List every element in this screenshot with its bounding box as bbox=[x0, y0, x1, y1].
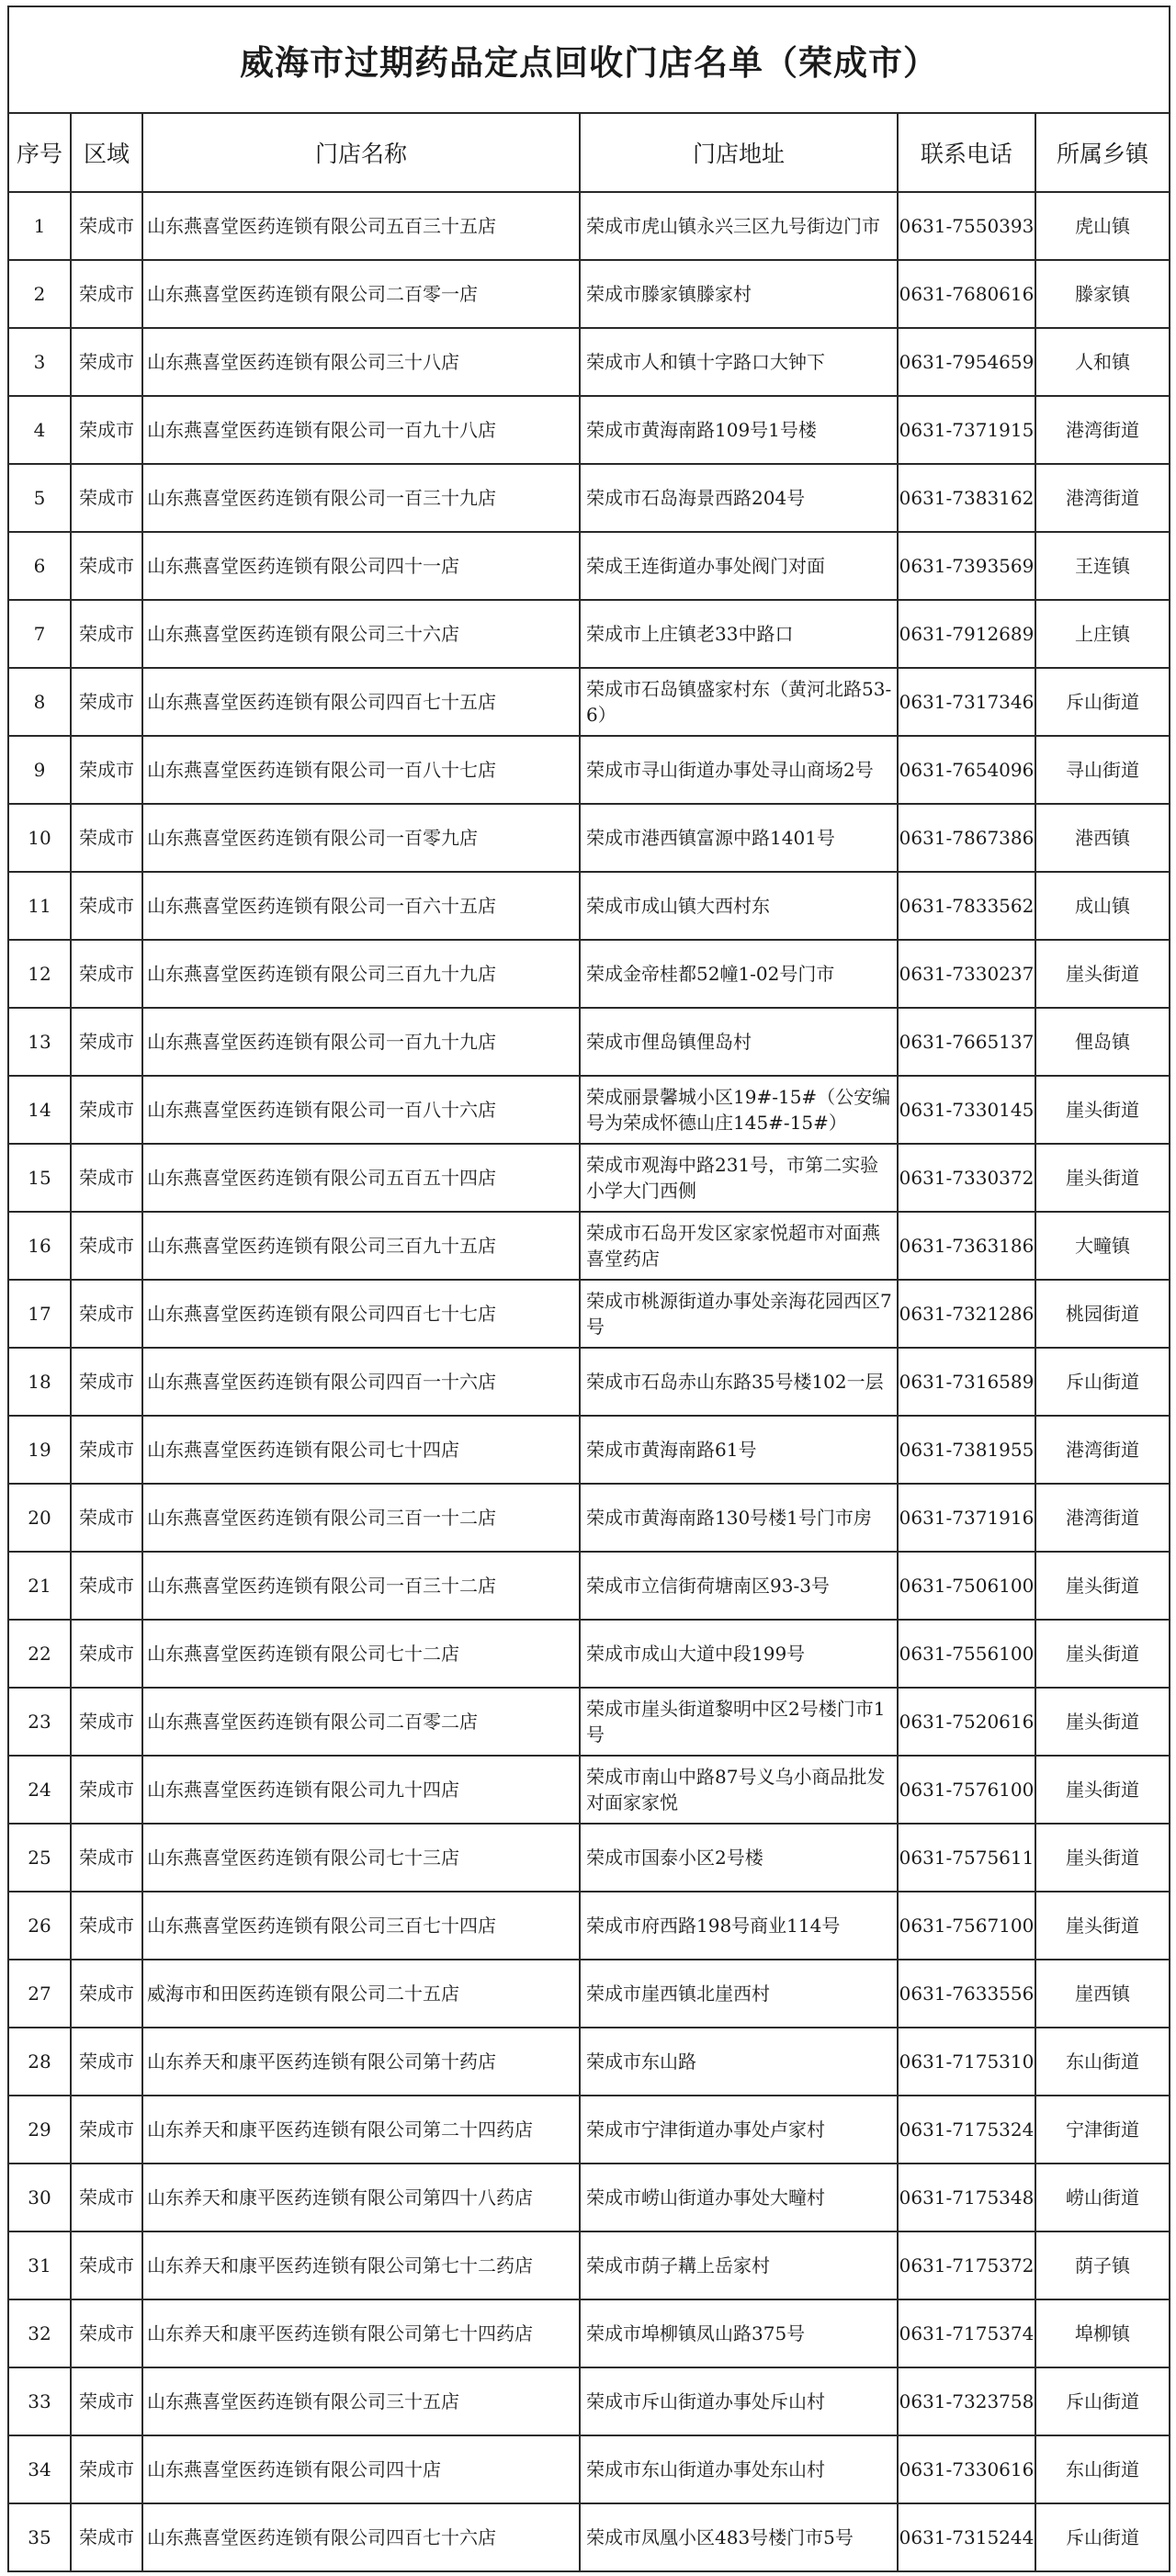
cell-area: 荣成市 bbox=[71, 2435, 142, 2503]
cell-town: 崖头街道 bbox=[1035, 1756, 1170, 1824]
cell-idx: 9 bbox=[8, 736, 71, 804]
cell-store-name: 山东燕喜堂医药连锁有限公司五百三十五店 bbox=[142, 192, 580, 260]
cell-store-address: 荣成市凤凰小区483号楼门市5号 bbox=[580, 2503, 898, 2571]
cell-store-name: 山东燕喜堂医药连锁有限公司三百九十九店 bbox=[142, 940, 580, 1008]
cell-idx: 20 bbox=[8, 1484, 71, 1552]
cell-phone: 0631-7175372 bbox=[898, 2231, 1035, 2299]
cell-store-address: 荣成金帝桂都52幢1-02号门市 bbox=[580, 940, 898, 1008]
cell-phone: 0631-7330372 bbox=[898, 1144, 1035, 1212]
cell-phone: 0631-7393569 bbox=[898, 532, 1035, 600]
cell-store-address: 荣成市黄海南路61号 bbox=[580, 1416, 898, 1484]
cell-idx: 13 bbox=[8, 1008, 71, 1076]
cell-idx: 5 bbox=[8, 464, 71, 532]
header-idx: 序号 bbox=[8, 113, 71, 192]
cell-idx: 10 bbox=[8, 804, 71, 872]
cell-idx: 2 bbox=[8, 260, 71, 328]
table-row bbox=[8, 1688, 1170, 1756]
cell-idx: 15 bbox=[8, 1144, 71, 1212]
table-row bbox=[8, 2231, 1170, 2299]
cell-area: 荣成市 bbox=[71, 192, 142, 260]
cell-idx: 22 bbox=[8, 1620, 71, 1688]
cell-idx: 33 bbox=[8, 2367, 71, 2435]
header-town: 所属乡镇 bbox=[1035, 113, 1170, 192]
cell-idx: 24 bbox=[8, 1756, 71, 1824]
cell-idx: 8 bbox=[8, 668, 71, 736]
cell-idx: 16 bbox=[8, 1212, 71, 1280]
cell-phone: 0631-7567100 bbox=[898, 1892, 1035, 1960]
cell-idx: 19 bbox=[8, 1416, 71, 1484]
cell-area: 荣成市 bbox=[71, 2096, 142, 2164]
cell-store-name: 山东燕喜堂医药连锁有限公司四十一店 bbox=[142, 532, 580, 600]
cell-store-name: 山东燕喜堂医药连锁有限公司一百八十七店 bbox=[142, 736, 580, 804]
table-row bbox=[8, 1076, 1170, 1144]
cell-store-name: 山东燕喜堂医药连锁有限公司二百零二店 bbox=[142, 1688, 580, 1756]
cell-town: 荫子镇 bbox=[1035, 2231, 1170, 2299]
cell-town: 王连镇 bbox=[1035, 532, 1170, 600]
cell-area: 荣成市 bbox=[71, 2299, 142, 2367]
cell-idx: 32 bbox=[8, 2299, 71, 2367]
store-list-table bbox=[7, 6, 1170, 2572]
table-row bbox=[8, 1824, 1170, 1892]
cell-store-name: 山东燕喜堂医药连锁有限公司七十四店 bbox=[142, 1416, 580, 1484]
cell-store-name: 山东燕喜堂医药连锁有限公司七十三店 bbox=[142, 1824, 580, 1892]
cell-store-address: 荣成市港西镇富源中路1401号 bbox=[580, 804, 898, 872]
cell-idx: 30 bbox=[8, 2164, 71, 2231]
cell-store-address: 荣成市观海中路231号，市第二实验小学大门西侧 bbox=[580, 1144, 898, 1212]
cell-idx: 28 bbox=[8, 2028, 71, 2096]
table-row bbox=[8, 396, 1170, 464]
cell-idx: 14 bbox=[8, 1076, 71, 1144]
cell-phone: 0631-7381955 bbox=[898, 1416, 1035, 1484]
cell-store-address: 荣成市黄海南路109号1号楼 bbox=[580, 396, 898, 464]
cell-town: 港湾街道 bbox=[1035, 1484, 1170, 1552]
cell-store-name: 山东燕喜堂医药连锁有限公司一百六十五店 bbox=[142, 872, 580, 940]
cell-town: 斥山街道 bbox=[1035, 668, 1170, 736]
cell-town: 斥山街道 bbox=[1035, 1348, 1170, 1416]
cell-town: 崖头街道 bbox=[1035, 1620, 1170, 1688]
table-row bbox=[8, 736, 1170, 804]
table-row bbox=[8, 1212, 1170, 1280]
cell-store-address: 荣成丽景馨城小区19#-15#（公安编号为荣成怀德山庄145#-15#） bbox=[580, 1076, 898, 1144]
table-row bbox=[8, 2435, 1170, 2503]
cell-area: 荣成市 bbox=[71, 1960, 142, 2028]
table-row bbox=[8, 1144, 1170, 1212]
cell-store-address: 荣成市上庄镇老33中路口 bbox=[580, 600, 898, 668]
table-row bbox=[8, 804, 1170, 872]
table-row bbox=[8, 1756, 1170, 1824]
cell-town: 宁津街道 bbox=[1035, 2096, 1170, 2164]
cell-area: 荣成市 bbox=[71, 532, 142, 600]
cell-town: 港湾街道 bbox=[1035, 1416, 1170, 1484]
table-row bbox=[8, 328, 1170, 396]
header-area: 区域 bbox=[71, 113, 142, 192]
cell-phone: 0631-7175348 bbox=[898, 2164, 1035, 2231]
cell-area: 荣成市 bbox=[71, 2367, 142, 2435]
table-row bbox=[8, 532, 1170, 600]
cell-store-address: 荣成市荫子耩上岳家村 bbox=[580, 2231, 898, 2299]
cell-area: 荣成市 bbox=[71, 940, 142, 1008]
cell-phone: 0631-7575611 bbox=[898, 1824, 1035, 1892]
cell-store-name: 山东燕喜堂医药连锁有限公司四百七十五店 bbox=[142, 668, 580, 736]
table-row bbox=[8, 2028, 1170, 2096]
cell-store-name: 山东燕喜堂医药连锁有限公司一百九十九店 bbox=[142, 1008, 580, 1076]
cell-phone: 0631-7520616 bbox=[898, 1688, 1035, 1756]
cell-idx: 3 bbox=[8, 328, 71, 396]
cell-town: 港湾街道 bbox=[1035, 396, 1170, 464]
cell-phone: 0631-7912689 bbox=[898, 600, 1035, 668]
cell-area: 荣成市 bbox=[71, 1688, 142, 1756]
cell-idx: 26 bbox=[8, 1892, 71, 1960]
cell-store-address: 荣成市成山镇大西村东 bbox=[580, 872, 898, 940]
header-phone: 联系电话 bbox=[898, 113, 1035, 192]
cell-idx: 31 bbox=[8, 2231, 71, 2299]
cell-town: 桃园街道 bbox=[1035, 1280, 1170, 1348]
table-row bbox=[8, 2096, 1170, 2164]
table-header-row bbox=[8, 113, 1170, 192]
header-store-address: 门店地址 bbox=[580, 113, 898, 192]
cell-area: 荣成市 bbox=[71, 1212, 142, 1280]
cell-phone: 0631-7867386 bbox=[898, 804, 1035, 872]
cell-area: 荣成市 bbox=[71, 872, 142, 940]
document-sheet bbox=[7, 6, 1169, 2569]
cell-store-address: 荣成市石岛赤山东路35号楼102一层 bbox=[580, 1348, 898, 1416]
cell-idx: 35 bbox=[8, 2503, 71, 2571]
cell-area: 荣成市 bbox=[71, 260, 142, 328]
cell-town: 斥山街道 bbox=[1035, 2503, 1170, 2571]
cell-phone: 0631-7175310 bbox=[898, 2028, 1035, 2096]
cell-phone: 0631-7665137 bbox=[898, 1008, 1035, 1076]
cell-store-address: 荣成市石岛开发区家家悦超市对面燕喜堂药店 bbox=[580, 1212, 898, 1280]
page-title: 威海市过期药品定点回收门店名单（荣成市） bbox=[8, 6, 1170, 113]
cell-store-name: 山东燕喜堂医药连锁有限公司三百九十五店 bbox=[142, 1212, 580, 1280]
cell-area: 荣成市 bbox=[71, 1008, 142, 1076]
table-row bbox=[8, 2299, 1170, 2367]
cell-town: 大疃镇 bbox=[1035, 1212, 1170, 1280]
cell-town: 港湾街道 bbox=[1035, 464, 1170, 532]
cell-store-name: 山东燕喜堂医药连锁有限公司三十五店 bbox=[142, 2367, 580, 2435]
table-row bbox=[8, 2367, 1170, 2435]
cell-idx: 25 bbox=[8, 1824, 71, 1892]
cell-area: 荣成市 bbox=[71, 1076, 142, 1144]
cell-store-address: 荣成市石岛镇盛家村东（黄河北路53-6） bbox=[580, 668, 898, 736]
cell-town: 崖头街道 bbox=[1035, 1688, 1170, 1756]
cell-town: 寻山街道 bbox=[1035, 736, 1170, 804]
cell-idx: 29 bbox=[8, 2096, 71, 2164]
cell-phone: 0631-7680616 bbox=[898, 260, 1035, 328]
cell-store-name: 山东燕喜堂医药连锁有限公司一百三十二店 bbox=[142, 1552, 580, 1620]
cell-store-address: 荣成市崖头街道黎明中区2号楼门市1号 bbox=[580, 1688, 898, 1756]
cell-town: 人和镇 bbox=[1035, 328, 1170, 396]
cell-store-name: 山东燕喜堂医药连锁有限公司三百一十二店 bbox=[142, 1484, 580, 1552]
cell-idx: 21 bbox=[8, 1552, 71, 1620]
cell-area: 荣成市 bbox=[71, 668, 142, 736]
cell-store-name: 山东燕喜堂医药连锁有限公司一百三十九店 bbox=[142, 464, 580, 532]
cell-town: 崖头街道 bbox=[1035, 940, 1170, 1008]
table-row bbox=[8, 1348, 1170, 1416]
cell-phone: 0631-7371916 bbox=[898, 1484, 1035, 1552]
cell-store-address: 荣成市东山街道办事处东山村 bbox=[580, 2435, 898, 2503]
cell-idx: 27 bbox=[8, 1960, 71, 2028]
table-row bbox=[8, 1552, 1170, 1620]
cell-phone: 0631-7654096 bbox=[898, 736, 1035, 804]
cell-area: 荣成市 bbox=[71, 328, 142, 396]
cell-store-address: 荣成市寻山街道办事处寻山商场2号 bbox=[580, 736, 898, 804]
cell-town: 东山街道 bbox=[1035, 2028, 1170, 2096]
cell-store-address: 荣成市人和镇十字路口大钟下 bbox=[580, 328, 898, 396]
cell-store-name: 山东燕喜堂医药连锁有限公司三百七十四店 bbox=[142, 1892, 580, 1960]
cell-town: 虎山镇 bbox=[1035, 192, 1170, 260]
cell-store-name: 山东养天和康平医药连锁有限公司第二十四药店 bbox=[142, 2096, 580, 2164]
cell-area: 荣成市 bbox=[71, 1280, 142, 1348]
cell-area: 荣成市 bbox=[71, 2503, 142, 2571]
cell-town: 崖头街道 bbox=[1035, 1552, 1170, 1620]
cell-area: 荣成市 bbox=[71, 1552, 142, 1620]
table-row bbox=[8, 668, 1170, 736]
cell-store-address: 荣成市黄海南路130号楼1号门市房 bbox=[580, 1484, 898, 1552]
cell-area: 荣成市 bbox=[71, 396, 142, 464]
cell-town: 崖头街道 bbox=[1035, 1076, 1170, 1144]
cell-store-address: 荣成市东山路 bbox=[580, 2028, 898, 2096]
cell-store-name: 山东养天和康平医药连锁有限公司第十药店 bbox=[142, 2028, 580, 2096]
cell-store-address: 荣成市宁津街道办事处卢家村 bbox=[580, 2096, 898, 2164]
table-row bbox=[8, 260, 1170, 328]
cell-store-address: 荣成王连街道办事处阀门对面 bbox=[580, 532, 898, 600]
cell-store-name: 山东燕喜堂医药连锁有限公司七十二店 bbox=[142, 1620, 580, 1688]
cell-idx: 1 bbox=[8, 192, 71, 260]
cell-idx: 18 bbox=[8, 1348, 71, 1416]
cell-phone: 0631-7330145 bbox=[898, 1076, 1035, 1144]
table-row bbox=[8, 192, 1170, 260]
cell-town: 东山街道 bbox=[1035, 2435, 1170, 2503]
cell-store-name: 山东燕喜堂医药连锁有限公司三十六店 bbox=[142, 600, 580, 668]
cell-store-address: 荣成市南山中路87号义乌小商品批发对面家家悦 bbox=[580, 1756, 898, 1824]
cell-store-name: 山东养天和康平医药连锁有限公司第七十二药店 bbox=[142, 2231, 580, 2299]
cell-store-name: 山东燕喜堂医药连锁有限公司一百零九店 bbox=[142, 804, 580, 872]
table-row bbox=[8, 1620, 1170, 1688]
cell-area: 荣成市 bbox=[71, 736, 142, 804]
cell-store-name: 山东燕喜堂医药连锁有限公司一百八十六店 bbox=[142, 1076, 580, 1144]
table-row bbox=[8, 600, 1170, 668]
cell-phone: 0631-7556100 bbox=[898, 1620, 1035, 1688]
cell-town: 上庄镇 bbox=[1035, 600, 1170, 668]
cell-phone: 0631-7833562 bbox=[898, 872, 1035, 940]
cell-town: 俚岛镇 bbox=[1035, 1008, 1170, 1076]
cell-store-address: 荣成市崖西镇北崖西村 bbox=[580, 1960, 898, 2028]
cell-store-name: 山东燕喜堂医药连锁有限公司四百一十六店 bbox=[142, 1348, 580, 1416]
cell-area: 荣成市 bbox=[71, 1892, 142, 1960]
cell-area: 荣成市 bbox=[71, 1620, 142, 1688]
cell-store-name: 山东燕喜堂医药连锁有限公司四百七十七店 bbox=[142, 1280, 580, 1348]
cell-area: 荣成市 bbox=[71, 1144, 142, 1212]
cell-phone: 0631-7321286 bbox=[898, 1280, 1035, 1348]
cell-phone: 0631-7506100 bbox=[898, 1552, 1035, 1620]
cell-store-address: 荣成市虎山镇永兴三区九号街边门市 bbox=[580, 192, 898, 260]
cell-area: 荣成市 bbox=[71, 464, 142, 532]
cell-phone: 0631-7383162 bbox=[898, 464, 1035, 532]
header-store-name: 门店名称 bbox=[142, 113, 580, 192]
cell-phone: 0631-7175324 bbox=[898, 2096, 1035, 2164]
table-row bbox=[8, 1008, 1170, 1076]
cell-idx: 34 bbox=[8, 2435, 71, 2503]
cell-store-address: 荣成市崂山街道办事处大疃村 bbox=[580, 2164, 898, 2231]
cell-phone: 0631-7633556 bbox=[898, 1960, 1035, 2028]
table-row bbox=[8, 940, 1170, 1008]
cell-idx: 23 bbox=[8, 1688, 71, 1756]
cell-town: 滕家镇 bbox=[1035, 260, 1170, 328]
cell-store-address: 荣成市石岛海景西路204号 bbox=[580, 464, 898, 532]
cell-phone: 0631-7954659 bbox=[898, 328, 1035, 396]
cell-area: 荣成市 bbox=[71, 2231, 142, 2299]
cell-area: 荣成市 bbox=[71, 2164, 142, 2231]
cell-store-address: 荣成市国泰小区2号楼 bbox=[580, 1824, 898, 1892]
cell-town: 港西镇 bbox=[1035, 804, 1170, 872]
cell-store-name: 山东燕喜堂医药连锁有限公司三十八店 bbox=[142, 328, 580, 396]
cell-store-name: 山东养天和康平医药连锁有限公司第七十四药店 bbox=[142, 2299, 580, 2367]
cell-store-address: 荣成市斥山街道办事处斥山村 bbox=[580, 2367, 898, 2435]
cell-phone: 0631-7323758 bbox=[898, 2367, 1035, 2435]
cell-store-address: 荣成市滕家镇滕家村 bbox=[580, 260, 898, 328]
cell-store-name: 山东养天和康平医药连锁有限公司第四十八药店 bbox=[142, 2164, 580, 2231]
cell-store-address: 荣成市立信街荷塘南区93-3号 bbox=[580, 1552, 898, 1620]
cell-idx: 12 bbox=[8, 940, 71, 1008]
cell-area: 荣成市 bbox=[71, 1416, 142, 1484]
cell-store-name: 威海市和田医药连锁有限公司二十五店 bbox=[142, 1960, 580, 2028]
cell-phone: 0631-7363186 bbox=[898, 1212, 1035, 1280]
cell-area: 荣成市 bbox=[71, 1348, 142, 1416]
table-row bbox=[8, 2503, 1170, 2571]
cell-store-name: 山东燕喜堂医药连锁有限公司二百零一店 bbox=[142, 260, 580, 328]
cell-phone: 0631-7315244 bbox=[898, 2503, 1035, 2571]
cell-town: 埠柳镇 bbox=[1035, 2299, 1170, 2367]
cell-town: 崖头街道 bbox=[1035, 1144, 1170, 1212]
table-row bbox=[8, 1484, 1170, 1552]
cell-store-name: 山东燕喜堂医药连锁有限公司四百七十六店 bbox=[142, 2503, 580, 2571]
table-row bbox=[8, 1892, 1170, 1960]
cell-store-name: 山东燕喜堂医药连锁有限公司一百九十八店 bbox=[142, 396, 580, 464]
cell-area: 荣成市 bbox=[71, 804, 142, 872]
cell-store-address: 荣成市俚岛镇俚岛村 bbox=[580, 1008, 898, 1076]
cell-town: 斥山街道 bbox=[1035, 2367, 1170, 2435]
cell-town: 崖头街道 bbox=[1035, 1824, 1170, 1892]
cell-idx: 17 bbox=[8, 1280, 71, 1348]
cell-phone: 0631-7175374 bbox=[898, 2299, 1035, 2367]
cell-store-name: 山东燕喜堂医药连锁有限公司四十店 bbox=[142, 2435, 580, 2503]
cell-store-name: 山东燕喜堂医药连锁有限公司九十四店 bbox=[142, 1756, 580, 1824]
cell-phone: 0631-7317346 bbox=[898, 668, 1035, 736]
cell-town: 成山镇 bbox=[1035, 872, 1170, 940]
table-row bbox=[8, 1416, 1170, 1484]
cell-phone: 0631-7576100 bbox=[898, 1756, 1035, 1824]
table-row bbox=[8, 2164, 1170, 2231]
cell-phone: 0631-7330616 bbox=[898, 2435, 1035, 2503]
cell-phone: 0631-7371915 bbox=[898, 396, 1035, 464]
cell-town: 崖西镇 bbox=[1035, 1960, 1170, 2028]
table-row bbox=[8, 1960, 1170, 2028]
cell-area: 荣成市 bbox=[71, 2028, 142, 2096]
cell-idx: 11 bbox=[8, 872, 71, 940]
cell-idx: 4 bbox=[8, 396, 71, 464]
table-row bbox=[8, 464, 1170, 532]
cell-town: 崖头街道 bbox=[1035, 1892, 1170, 1960]
cell-store-address: 荣成市成山大道中段199号 bbox=[580, 1620, 898, 1688]
cell-town: 崂山街道 bbox=[1035, 2164, 1170, 2231]
cell-area: 荣成市 bbox=[71, 1824, 142, 1892]
cell-store-address: 荣成市埠柳镇凤山路375号 bbox=[580, 2299, 898, 2367]
cell-phone: 0631-7316589 bbox=[898, 1348, 1035, 1416]
cell-store-address: 荣成市府西路198号商业114号 bbox=[580, 1892, 898, 1960]
cell-store-address: 荣成市桃源街道办事处亲海花园西区7号 bbox=[580, 1280, 898, 1348]
cell-area: 荣成市 bbox=[71, 600, 142, 668]
cell-phone: 0631-7550393 bbox=[898, 192, 1035, 260]
table-row bbox=[8, 872, 1170, 940]
cell-store-name: 山东燕喜堂医药连锁有限公司五百五十四店 bbox=[142, 1144, 580, 1212]
cell-area: 荣成市 bbox=[71, 1484, 142, 1552]
table-row bbox=[8, 1280, 1170, 1348]
cell-idx: 7 bbox=[8, 600, 71, 668]
cell-area: 荣成市 bbox=[71, 1756, 142, 1824]
cell-idx: 6 bbox=[8, 532, 71, 600]
cell-phone: 0631-7330237 bbox=[898, 940, 1035, 1008]
